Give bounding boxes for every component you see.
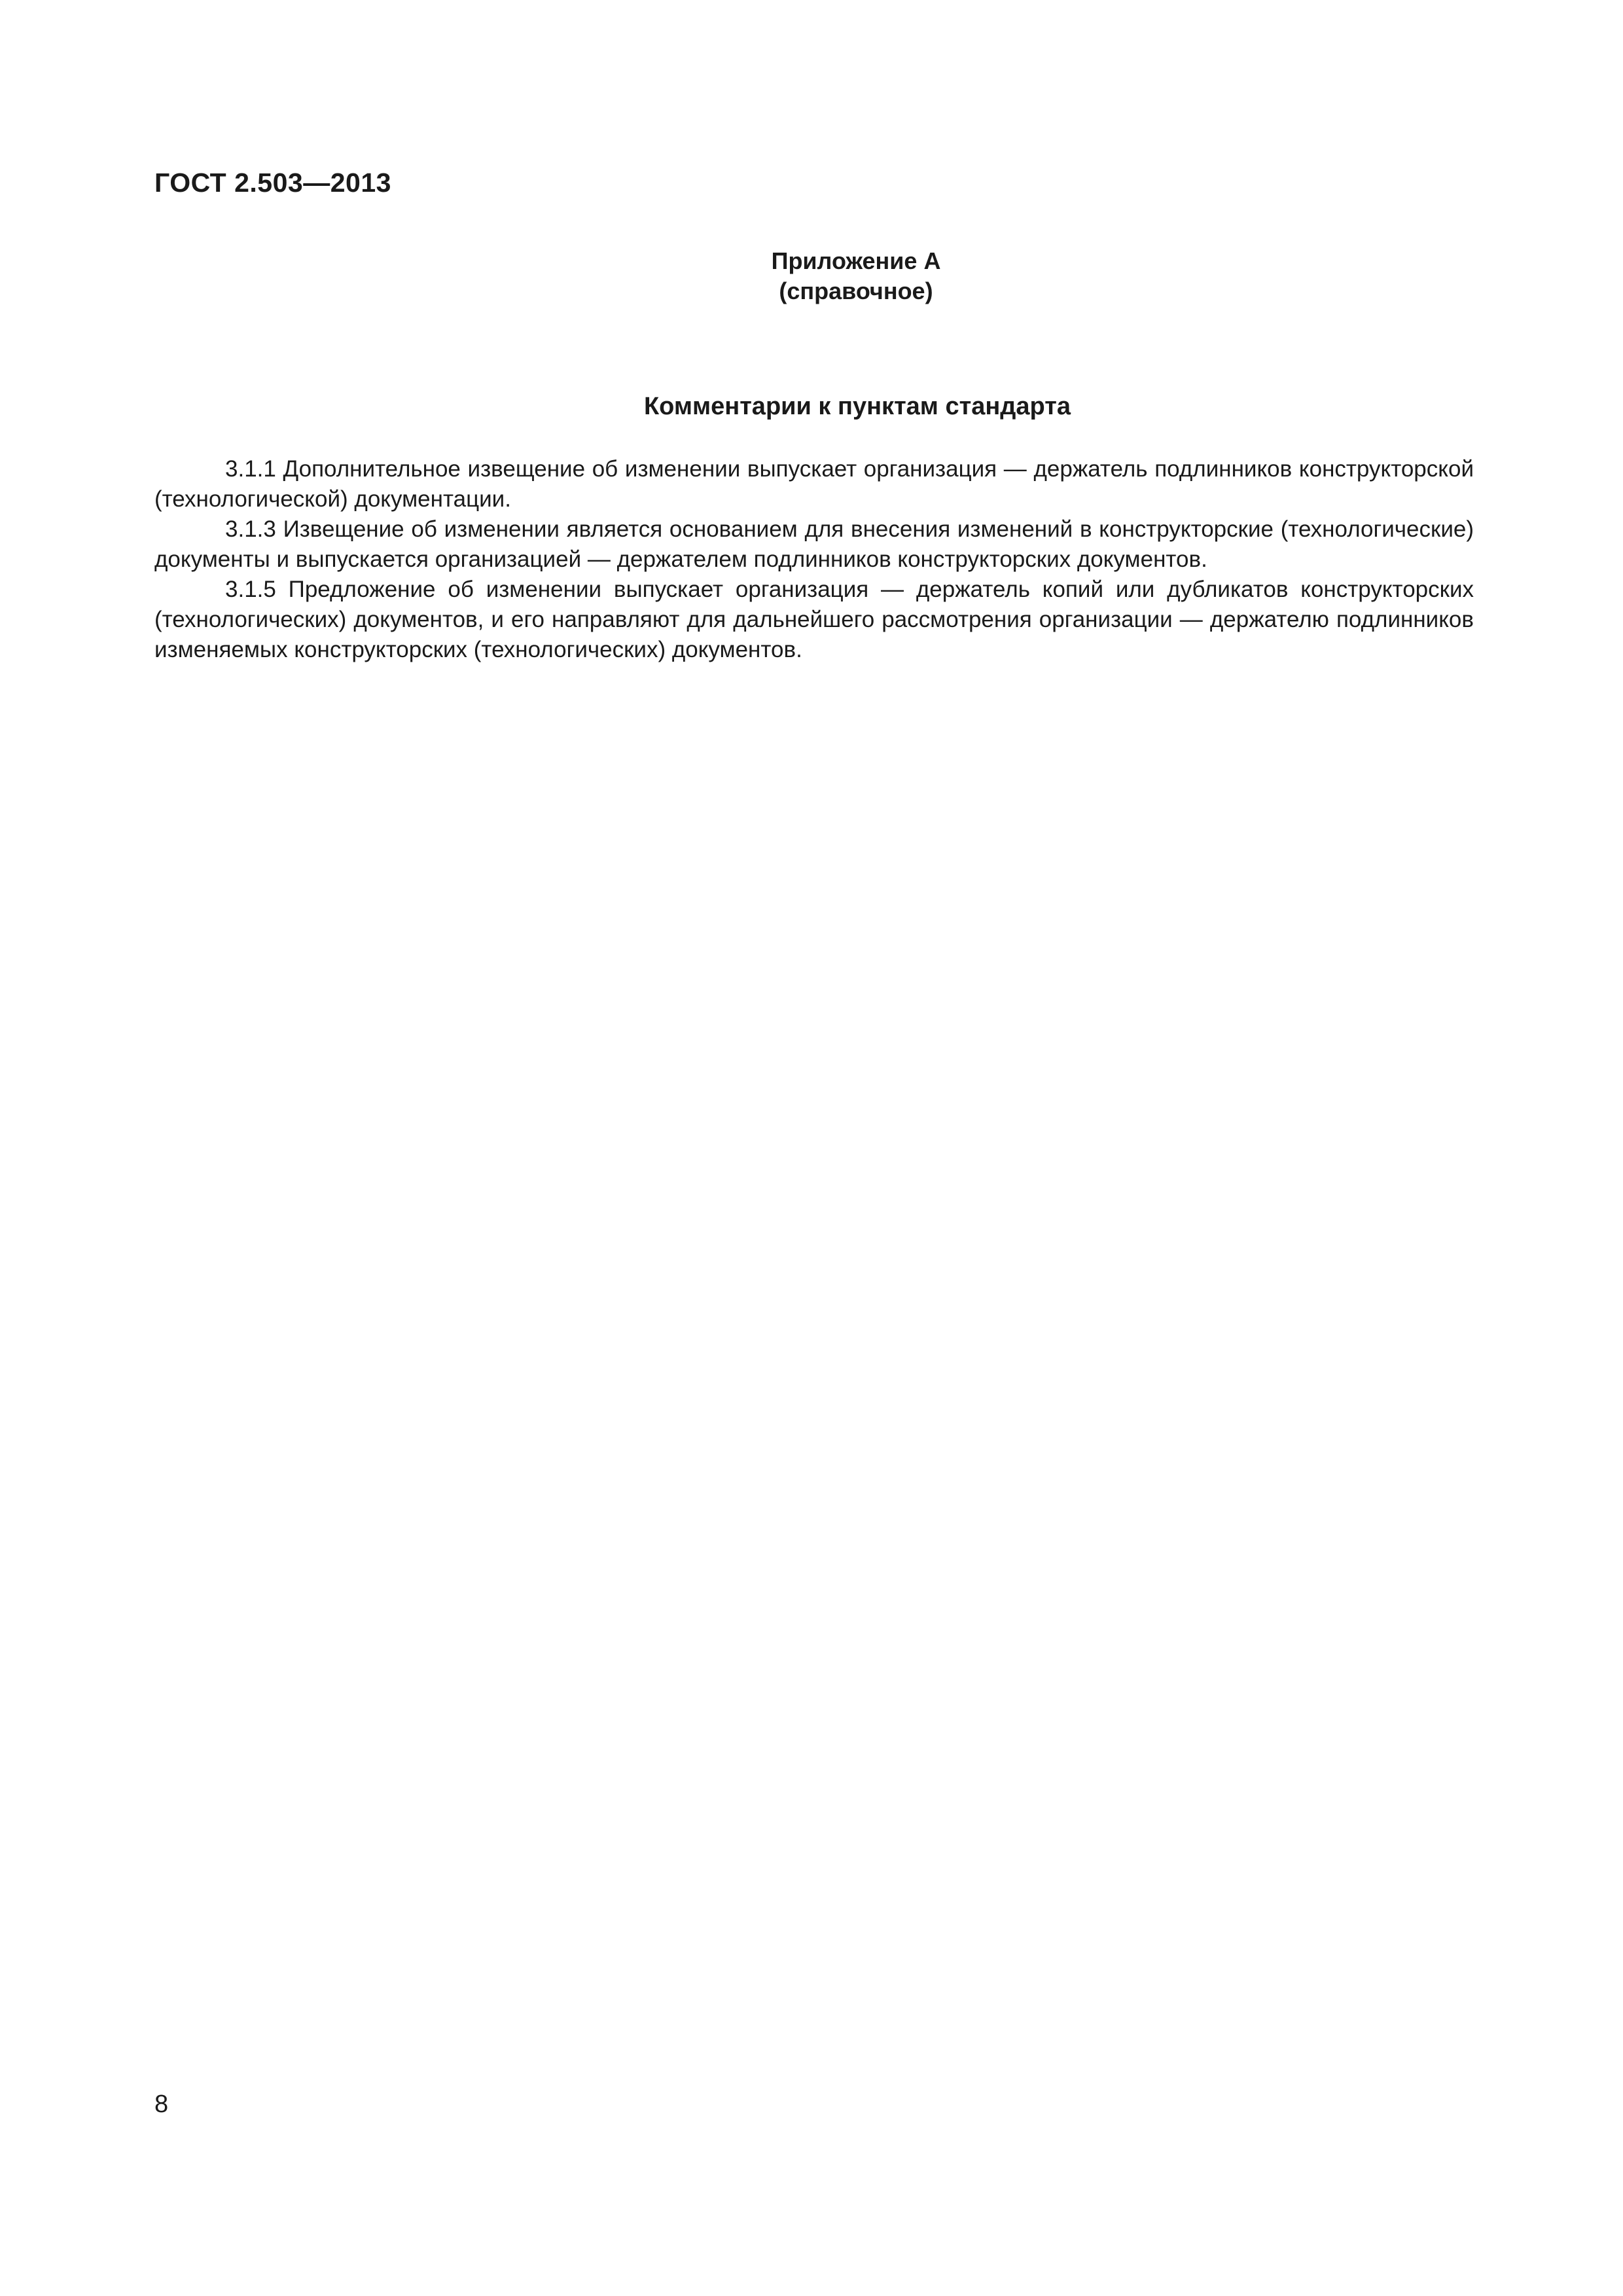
appendix-kind: (справочное) [779,278,933,304]
appendix-title: Приложение А [771,247,941,274]
body-text [154,454,1474,665]
paragraph-3-1-3: 3.1.3 Извещение об изменении является основанием для внесения изменений в конструкторские (технологические) документы и выпускается организацией — держателем подлинников конструкторских документов. [154,516,1474,572]
document-code: ГОСТ 2.503—2013 [154,168,391,198]
section-heading: Комментарии к пунктам стандарта [643,393,1071,420]
paragraph-3-1-5: 3.1.5 Предложение об изменении выпускает организация — держатель копий или дубликатов конструкторских (технологических) документов, и его направляют для дальнейшего рассмотрения организации — держателю подлинников изменяемых конструкторских (технологических) документов. [154,577,1474,662]
page-number: 8 [154,2090,169,2118]
paragraph-3-1-1: 3.1.1 Дополнительное извещение об изменении выпускает организация — держатель подлинников конструкторской (технологической) документации. [154,456,1474,512]
